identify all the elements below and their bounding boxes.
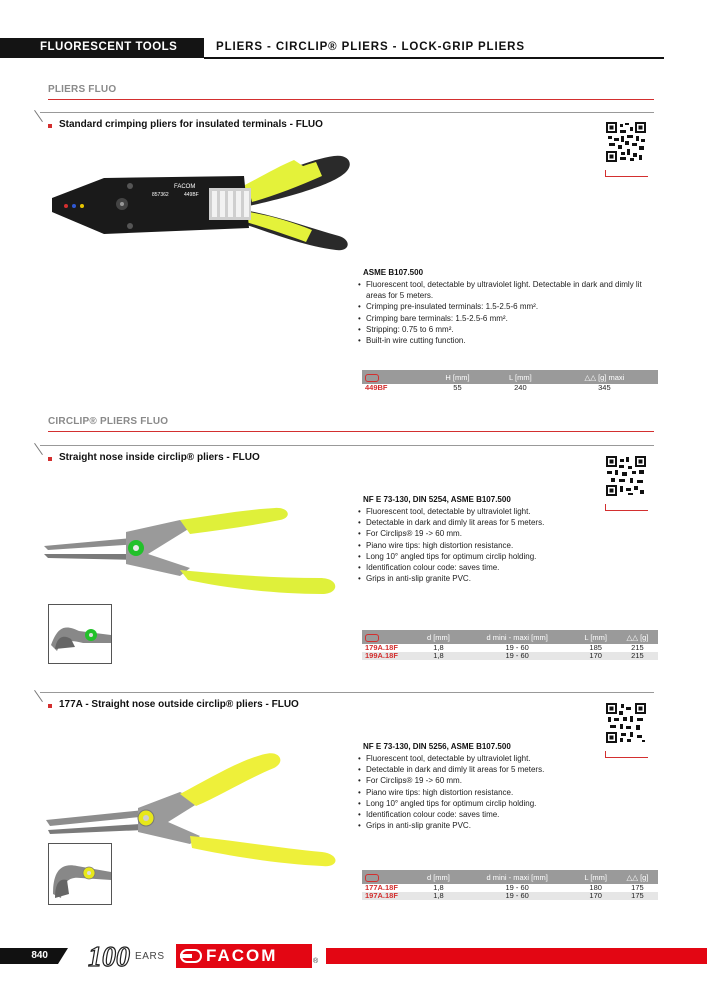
column-header: △△ [g] xyxy=(617,630,658,644)
column-header: d [mm] xyxy=(417,870,460,884)
feature-item: • Crimping pre-insulated terminals: 1.5-2.5-6 mm². xyxy=(358,301,658,312)
facom-wrench-icon xyxy=(180,949,202,963)
title-bullet xyxy=(48,124,52,128)
category-banner xyxy=(0,38,204,58)
section-rule xyxy=(48,431,654,432)
feature-list xyxy=(358,506,658,584)
page-title: PLIERS - CIRCLIP® PLIERS - LOCK-GRIP PLIERS xyxy=(216,41,525,53)
qr-code-icon[interactable] xyxy=(606,122,646,162)
qr-code-icon[interactable] xyxy=(606,703,646,743)
column-header: L [mm] xyxy=(490,370,551,384)
tip-detail-image xyxy=(49,605,111,663)
facom-logo xyxy=(176,944,312,968)
reference-cell[interactable]: 177A.18F xyxy=(365,883,398,892)
tool-code-marking: 857362 xyxy=(152,192,169,198)
title-rule xyxy=(40,112,654,113)
feature-item: • Detectable in dark and dimly lit areas for 5 meters. xyxy=(358,764,658,775)
page-number-box xyxy=(0,948,54,964)
feature-item: • Grips in anti-slip granite PVC. xyxy=(358,820,658,831)
qr-code-icon[interactable] xyxy=(606,456,646,496)
table-cell: 19 - 60 xyxy=(460,892,575,900)
reference-cell[interactable]: 179A.18F xyxy=(365,643,398,652)
registered-mark: ® xyxy=(313,958,319,965)
spec-table xyxy=(362,370,658,392)
section-heading-pliers: PLIERS FLUO xyxy=(48,84,117,95)
title-rule xyxy=(40,445,654,446)
feature-item: • Piano wire tips: high distortion resistance. xyxy=(358,787,658,798)
column-header: L [mm] xyxy=(575,630,617,644)
feature-item: • Long 10° angled tips for optimum circlip holding. xyxy=(358,551,658,562)
table-row[interactable] xyxy=(362,384,658,392)
standard-label: NF E 73-130, DIN 5254, ASME B107.500 xyxy=(363,495,511,504)
inside-circlip-pliers-image xyxy=(40,498,350,608)
qr-marker xyxy=(605,170,648,177)
table-cell: 170 xyxy=(575,892,617,900)
feature-item: • Grips in anti-slip granite PVC. xyxy=(358,573,658,584)
table-cell: 180 xyxy=(589,883,602,892)
column-header: d [mm] xyxy=(417,630,460,644)
feature-item: • Detectable in dark and dimly lit areas for 5 meters. xyxy=(358,517,658,528)
section-rule xyxy=(48,99,654,100)
tool-brand-marking: FACOM xyxy=(174,184,196,190)
page-number-slant xyxy=(54,948,68,964)
svg-text:100: 100 xyxy=(88,942,130,970)
feature-item: • Stripping: 0.75 to 6 mm². xyxy=(358,324,658,335)
page-number: 840 xyxy=(31,950,48,961)
table-cell: 1,8 xyxy=(433,883,444,892)
feature-list xyxy=(358,753,658,831)
category-label: FLUORESCENT TOOLS xyxy=(40,41,178,53)
column-header: L [mm] xyxy=(575,870,617,884)
table-cell: 175 xyxy=(631,883,644,892)
table-cell: 185 xyxy=(589,643,602,652)
feature-item: • Fluorescent tool, detectable by ultraviolet light. xyxy=(358,506,658,517)
table-cell: 1,8 xyxy=(417,892,460,900)
product-title: Straight nose inside circlip® pliers - FLUO xyxy=(59,452,260,463)
table-cell: 19 - 60 xyxy=(505,883,529,892)
table-header-row xyxy=(362,630,658,644)
facom-ref-icon xyxy=(362,630,417,644)
facom-brand-text: FACOM xyxy=(206,946,278,965)
standard-label: NF E 73-130, DIN 5256, ASME B107.500 xyxy=(363,742,511,751)
tip-detail-image xyxy=(49,844,111,904)
feature-item: • Long 10° angled tips for optimum circlip holding. xyxy=(358,798,658,809)
table-cell: 215 xyxy=(617,652,658,660)
table-header-row xyxy=(362,870,658,884)
section-heading-circlip: CIRCLIP® PLIERS FLUO xyxy=(48,416,169,427)
spec-table xyxy=(362,630,658,660)
title-bullet xyxy=(48,704,52,708)
tool-ref-marking: 449BF xyxy=(184,192,199,198)
title-rule xyxy=(40,692,654,693)
header-rule xyxy=(204,57,664,59)
feature-item: • Identification colour code: saves time. xyxy=(358,562,658,573)
spec-table xyxy=(362,870,658,900)
table-header-row xyxy=(362,370,658,384)
feature-item: • Fluorescent tool, detectable by ultraviolet light. Detectable in dark and dimly lit areas for 5 meters. xyxy=(358,279,658,301)
feature-item: • Fluorescent tool, detectable by ultraviolet light. xyxy=(358,753,658,764)
column-header: H [mm] xyxy=(425,370,490,384)
feature-item: • Piano wire tips: high distortion resistance. xyxy=(358,540,658,551)
table-cell: 170 xyxy=(575,652,617,660)
feature-item: • Built-in wire cutting function. xyxy=(358,335,658,346)
tip-detail-inset xyxy=(48,843,112,905)
feature-item: • Crimping bare terminals: 1.5-2.5-6 mm². xyxy=(358,313,658,324)
table-cell: 55 xyxy=(453,383,462,392)
table-cell: 215 xyxy=(631,643,644,652)
standard-label: ASME B107.500 xyxy=(363,268,424,277)
feature-item: • For Circlips® 19 -> 60 mm. xyxy=(358,775,658,786)
weight-icon: △△ xyxy=(584,372,599,382)
table-row[interactable] xyxy=(362,892,658,900)
tip-detail-inset xyxy=(48,604,112,664)
column-header: △△ [g] maxi xyxy=(551,370,658,384)
table-cell: 1,8 xyxy=(433,643,444,652)
table-cell: 19 - 60 xyxy=(460,652,575,660)
table-cell: 175 xyxy=(617,892,658,900)
facom-ref-icon xyxy=(362,370,425,384)
anniversary-suffix: EARS xyxy=(135,951,165,962)
footer-red-bar xyxy=(326,948,707,964)
column-header: d mini - maxi [mm] xyxy=(460,870,575,884)
column-header: d mini - maxi [mm] xyxy=(460,630,575,644)
table-cell: 240 xyxy=(514,383,527,392)
table-cell: 1,8 xyxy=(417,652,460,660)
title-bullet xyxy=(48,457,52,461)
table-row[interactable] xyxy=(362,652,658,660)
feature-item: • For Circlips® 19 -> 60 mm. xyxy=(358,528,658,539)
feature-list xyxy=(358,279,658,346)
facom-ref-icon xyxy=(362,870,417,884)
anniversary-100-logo xyxy=(88,940,134,970)
weight-icon: △△ xyxy=(626,872,641,882)
reference-cell[interactable]: 199A.18F xyxy=(362,652,417,660)
reference-cell[interactable]: 449BF xyxy=(365,383,388,392)
column-header: △△ [g] xyxy=(617,870,658,884)
table-cell: 19 - 60 xyxy=(505,643,529,652)
feature-item: • Identification colour code: saves time. xyxy=(358,809,658,820)
weight-icon: △△ xyxy=(626,632,641,642)
crimping-pliers-image xyxy=(44,146,354,256)
table-cell: 345 xyxy=(598,383,611,392)
reference-cell[interactable]: 197A.18F xyxy=(362,892,417,900)
product-title: Standard crimping pliers for insulated terminals - FLUO xyxy=(59,119,323,130)
product-title: 177A - Straight nose outside circlip® pliers - FLUO xyxy=(59,699,299,710)
